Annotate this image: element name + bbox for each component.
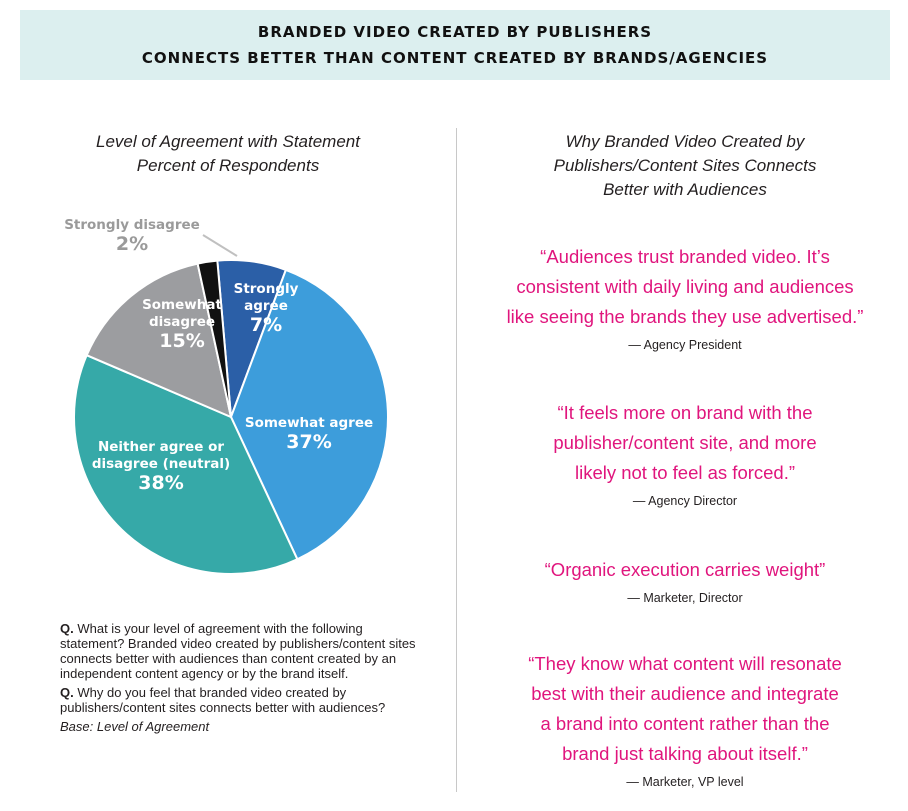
header-banner bbox=[20, 10, 890, 80]
quote-1-line-1: “Audiences trust branded video. It’s bbox=[540, 246, 830, 267]
question-1 bbox=[60, 621, 430, 681]
quote-1-line-2: consistent with daily living and audiences bbox=[516, 276, 854, 297]
quote-3 bbox=[470, 555, 900, 605]
pie-value-label-2: 38% bbox=[138, 472, 184, 494]
quotes-subtitle-line-1: Why Branded Video Created by bbox=[565, 132, 805, 151]
quote-1-text bbox=[470, 242, 900, 332]
quotes-subtitle-line-3: Better with Audiences bbox=[603, 180, 767, 199]
pie-label-2-line-0: Neither agree or bbox=[97, 439, 225, 455]
quote-2-line-2: publisher/content site, and more bbox=[553, 432, 817, 453]
agreement-pie-chart bbox=[0, 195, 456, 595]
base-note: Base: Level of Agreement bbox=[60, 719, 210, 734]
question-2-prefix: Q. bbox=[60, 685, 74, 700]
quote-2-attribution: — Agency Director bbox=[632, 494, 738, 508]
quote-3-line-1: “Organic execution carries weight” bbox=[544, 559, 826, 580]
chart-subtitle-line-2: Percent of Respondents bbox=[136, 156, 320, 175]
quote-2-text bbox=[470, 398, 900, 488]
question-2-text: Why do you feel that branded video created by publishers/content sites connects better with audiences? bbox=[60, 685, 386, 715]
strongly-disagree-leader-line bbox=[203, 235, 237, 256]
column-divider bbox=[456, 128, 457, 792]
quote-3-text bbox=[470, 555, 900, 585]
pie-label-0-line-1: agree bbox=[244, 298, 288, 314]
pie-label-3-line-0: Somewhat bbox=[142, 297, 222, 313]
quote-2-line-3: likely not to feel as forced.” bbox=[574, 462, 796, 483]
quote-4-line-4: brand just talking about itself.” bbox=[562, 743, 808, 764]
quote-4-attribution: — Marketer, VP level bbox=[626, 775, 744, 789]
pie-label-2-line-1: disagree (neutral) bbox=[91, 456, 231, 472]
quote-2-line-1: “It feels more on brand with the bbox=[557, 402, 813, 423]
quote-1-line-3: like seeing the brands they use advertised.” bbox=[506, 306, 864, 327]
quote-4-line-3: a brand into content rather than the bbox=[540, 713, 830, 734]
quote-2 bbox=[470, 398, 900, 508]
question-1-text: What is your level of agreement with the following statement? Branded video created by publishers/content sites connects better with audiences than content created by an independent content agency or by the brand itself. bbox=[60, 621, 416, 681]
header-title-line-1: BRANDED VIDEO CREATED BY PUBLISHERS bbox=[257, 23, 653, 41]
quote-1-attribution: — Agency President bbox=[628, 338, 742, 352]
quote-4-text bbox=[470, 649, 900, 769]
quote-4 bbox=[470, 649, 900, 789]
quote-4-line-2: best with their audience and integrate bbox=[531, 683, 839, 704]
quote-4-line-1: “They know what content will resonate bbox=[528, 653, 842, 674]
quote-1 bbox=[470, 242, 900, 352]
pie-value-label-0: 7% bbox=[249, 314, 283, 336]
quotes-subtitle-line-2: Publishers/Content Sites Connects bbox=[553, 156, 817, 175]
question-2 bbox=[60, 685, 430, 715]
chart-subtitle-line-1: Level of Agreement with Statement bbox=[96, 132, 360, 151]
pie-label-4-line-0: Strongly disagree bbox=[64, 217, 200, 233]
question-1-prefix: Q. bbox=[60, 621, 74, 636]
pie-value-label-4: 2% bbox=[115, 233, 149, 255]
question-notes bbox=[60, 621, 430, 734]
pie-label-0-line-0: Strongly bbox=[233, 281, 299, 297]
pie-value-label-1: 37% bbox=[286, 431, 332, 453]
pie-label-1-line-0: Somewhat agree bbox=[244, 415, 374, 431]
quote-3-attribution: — Marketer, Director bbox=[627, 591, 743, 605]
quotes-subtitle bbox=[470, 130, 900, 202]
header-title-line-2: CONNECTS BETTER THAN CONTENT CREATED BY BRANDS/AGENCIES bbox=[141, 49, 769, 67]
pie-label-3-line-1: disagree bbox=[148, 314, 216, 330]
pie-value-label-3: 15% bbox=[159, 330, 205, 352]
chart-subtitle bbox=[30, 130, 426, 178]
